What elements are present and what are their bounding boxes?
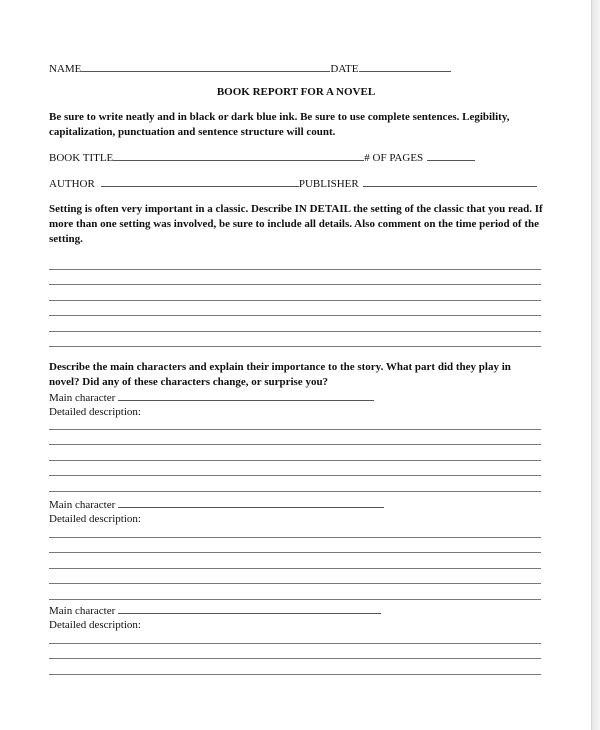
detailed-description-label: Detailed description: [49, 513, 141, 525]
answer-line[interactable] [49, 552, 541, 553]
answer-line[interactable] [49, 568, 541, 569]
main-character-label: Main character [49, 605, 116, 617]
main-character-label: Main character [49, 499, 116, 511]
main-character-row [49, 391, 374, 406]
main-character-blank[interactable] [118, 604, 381, 614]
date-label: DATE [330, 63, 359, 75]
name-date-row [49, 62, 451, 77]
answer-line[interactable] [49, 429, 541, 430]
publisher-blank[interactable] [363, 177, 537, 187]
answer-line[interactable] [49, 444, 541, 445]
pages-blank[interactable] [427, 151, 475, 161]
answer-line[interactable] [49, 300, 541, 301]
main-character-blank[interactable] [118, 498, 384, 508]
characters-prompt: Describe the main characters and explain their importance to the story. What part did they play in novel? Did any of these characters change, or surprise you? [49, 361, 511, 388]
main-character-row [49, 498, 384, 513]
answer-line[interactable] [49, 643, 541, 644]
name-label: NAME [49, 63, 82, 75]
main-character-row [49, 604, 381, 619]
author-label: AUTHOR [49, 178, 95, 190]
book-title-row [49, 151, 475, 166]
answer-line[interactable] [49, 284, 541, 285]
answer-line[interactable] [49, 475, 541, 476]
answer-line[interactable] [49, 331, 541, 332]
page-edge [591, 0, 600, 730]
answer-line[interactable] [49, 674, 541, 675]
answer-line[interactable] [49, 491, 541, 492]
page-title: BOOK REPORT FOR A NOVEL [216, 86, 376, 98]
answer-line[interactable] [49, 583, 541, 584]
book-title-blank[interactable] [113, 151, 364, 161]
answer-line[interactable] [49, 537, 541, 538]
main-character-label: Main character [49, 392, 116, 404]
book-title-label: BOOK TITLE [49, 152, 114, 164]
detailed-description-label: Detailed description: [49, 619, 141, 631]
instructions-text: Be sure to write neatly and in black or dark blue ink. Be sure to use complete sentences. Legibility, capitalization, punctuation and sentence structure will count. [49, 111, 510, 138]
answer-line[interactable] [49, 269, 541, 270]
publisher-label: PUBLISHER [298, 178, 359, 190]
author-row [49, 177, 537, 192]
answer-line[interactable] [49, 658, 541, 659]
answer-line[interactable] [49, 460, 541, 461]
author-blank[interactable] [101, 177, 299, 187]
setting-prompt: Setting is often very important in a classic. Describe IN DETAIL the setting of the classic that you read. If more than one setting was involved, be sure to include all details. Also comment on the time period of the setting. [49, 203, 543, 245]
detailed-description-label: Detailed description: [49, 406, 141, 418]
answer-line[interactable] [49, 315, 541, 316]
answer-line[interactable] [49, 599, 541, 600]
answer-line[interactable] [49, 346, 541, 347]
date-blank[interactable] [359, 62, 451, 72]
main-character-blank[interactable] [118, 391, 374, 401]
pages-label: # OF PAGES [364, 152, 424, 164]
name-blank[interactable] [81, 62, 330, 72]
